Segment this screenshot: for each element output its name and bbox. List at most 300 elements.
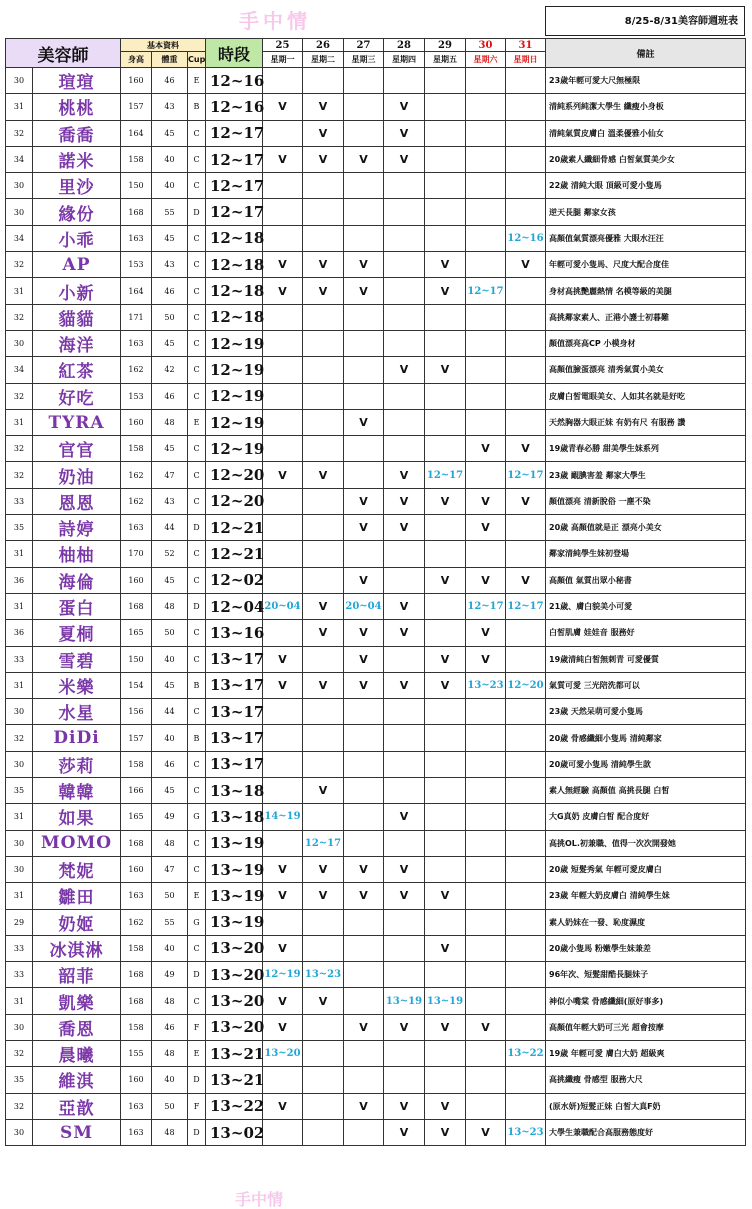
note-cell: 19歲清純白皙無刺青 可愛優質 (546, 646, 746, 672)
weight-cell: 43 (152, 488, 188, 514)
header-name: 美容師 (6, 39, 121, 68)
day-cell (263, 515, 303, 541)
name-cell: 海洋 (33, 330, 121, 356)
time-cell: 13~17 (206, 751, 263, 777)
day-cell (425, 225, 466, 251)
name-cell: SM (33, 1119, 121, 1145)
day-cell (384, 935, 425, 961)
day-cell (344, 962, 384, 988)
day-cell (425, 541, 466, 567)
header-weekday: 星期二 (303, 52, 344, 68)
day-cell: V (466, 567, 506, 593)
day-cell (384, 278, 425, 304)
cup-cell: B (188, 725, 206, 751)
time-cell: 12~19 (206, 383, 263, 409)
day-cell (506, 94, 546, 120)
header-basic: 基本資料 (121, 39, 206, 52)
weight-cell: 52 (152, 541, 188, 567)
age-cell: 32 (6, 1040, 33, 1066)
time-cell: 13~19 (206, 856, 263, 882)
day-cell (466, 909, 506, 935)
day-cell: 20~04 (263, 593, 303, 619)
day-cell: V (263, 462, 303, 488)
day-cell: V (344, 856, 384, 882)
day-cell (384, 409, 425, 435)
header-date: 30 (466, 39, 506, 52)
day-cell (506, 330, 546, 356)
day-cell: V (303, 146, 344, 172)
day-cell (506, 1014, 546, 1040)
age-cell: 32 (6, 1093, 33, 1119)
day-cell (344, 909, 384, 935)
age-cell: 35 (6, 778, 33, 804)
day-cell (506, 883, 546, 909)
day-cell: V (303, 778, 344, 804)
day-cell (263, 199, 303, 225)
note-cell: 神似小嘴棠 骨感纖細(原好事多) (546, 988, 746, 1014)
day-cell (425, 199, 466, 225)
weight-cell: 49 (152, 962, 188, 988)
time-cell: 12~20 (206, 488, 263, 514)
height-cell: 164 (121, 120, 152, 146)
note-cell: 96年次、短髮甜酷長腿妹子 (546, 962, 746, 988)
header-date: 31 (506, 39, 546, 52)
day-cell: 13~19 (425, 988, 466, 1014)
height-cell: 165 (121, 804, 152, 830)
cup-cell: C (188, 856, 206, 882)
table-row (6, 725, 746, 751)
note-cell: (原水妍)短髮正妹 白皙大真F奶 (546, 1093, 746, 1119)
day-cell (425, 515, 466, 541)
day-cell (506, 541, 546, 567)
table-row (6, 68, 746, 94)
cup-cell: C (188, 830, 206, 856)
table-row (6, 120, 746, 146)
height-cell: 170 (121, 541, 152, 567)
name-cell: 凱樂 (33, 988, 121, 1014)
weight-cell: 47 (152, 856, 188, 882)
height-cell: 162 (121, 462, 152, 488)
name-cell: 雪碧 (33, 646, 121, 672)
day-cell (303, 357, 344, 383)
age-cell: 31 (6, 883, 33, 909)
day-cell (263, 830, 303, 856)
day-cell (344, 725, 384, 751)
weight-cell: 48 (152, 409, 188, 435)
weight-cell: 45 (152, 330, 188, 356)
table-row (6, 1067, 746, 1093)
cup-cell: C (188, 488, 206, 514)
day-cell (303, 68, 344, 94)
day-cell (263, 120, 303, 146)
day-cell (344, 804, 384, 830)
cup-cell: E (188, 1040, 206, 1066)
note-cell: 21歲、膚白貌美小可愛 (546, 593, 746, 619)
table-row (6, 252, 746, 278)
note-cell: 年輕可愛小隻馬、尺度大配合度佳 (546, 252, 746, 278)
table-row (6, 225, 746, 251)
time-cell: 13~18 (206, 804, 263, 830)
header-time: 時段 (206, 39, 263, 68)
height-cell: 158 (121, 1014, 152, 1040)
weight-cell: 40 (152, 1067, 188, 1093)
day-cell (425, 909, 466, 935)
weight-cell: 48 (152, 1119, 188, 1145)
weight-cell: 55 (152, 909, 188, 935)
day-cell (466, 225, 506, 251)
day-cell (344, 68, 384, 94)
day-cell: 12~17 (506, 593, 546, 619)
day-cell (384, 751, 425, 777)
name-cell: 桃桃 (33, 94, 121, 120)
day-cell: V (263, 252, 303, 278)
note-cell: 素人奶妹在一發、恥度濕度 (546, 909, 746, 935)
day-cell (466, 199, 506, 225)
day-cell (466, 725, 506, 751)
day-cell: V (384, 1093, 425, 1119)
day-cell: V (344, 1014, 384, 1040)
day-cell: 12~17 (466, 278, 506, 304)
name-cell: 亞歆 (33, 1093, 121, 1119)
height-cell: 153 (121, 383, 152, 409)
day-cell: V (384, 146, 425, 172)
day-cell (263, 225, 303, 251)
day-cell: V (425, 278, 466, 304)
cup-cell: C (188, 935, 206, 961)
height-cell: 163 (121, 1119, 152, 1145)
table-row (6, 935, 746, 961)
day-cell (344, 199, 384, 225)
name-cell: 夏桐 (33, 620, 121, 646)
day-cell (263, 699, 303, 725)
day-cell (384, 199, 425, 225)
day-cell (263, 304, 303, 330)
height-cell: 163 (121, 515, 152, 541)
note-cell: 20歲可愛小隻馬 清純學生款 (546, 751, 746, 777)
day-cell (506, 725, 546, 751)
table-row (6, 199, 746, 225)
note-cell: 23歲 靦腆害羞 鄰家大學生 (546, 462, 746, 488)
day-cell (384, 830, 425, 856)
note-cell: 高挑鄰家素人、正港小護士初暮難 (546, 304, 746, 330)
day-cell (506, 199, 546, 225)
day-cell: V (384, 1119, 425, 1145)
day-cell (466, 856, 506, 882)
age-cell: 30 (6, 68, 33, 94)
name-cell: 恩恩 (33, 488, 121, 514)
height-cell: 160 (121, 856, 152, 882)
name-cell: 晨曦 (33, 1040, 121, 1066)
day-cell: V (425, 883, 466, 909)
day-cell: V (263, 146, 303, 172)
header-weekday: 星期三 (344, 52, 384, 68)
time-cell: 13~22 (206, 1093, 263, 1119)
day-cell (506, 909, 546, 935)
note-cell: 高顏值 氣質出眾小秘書 (546, 567, 746, 593)
day-cell (344, 357, 384, 383)
day-cell: V (263, 1093, 303, 1119)
table-row (6, 383, 746, 409)
day-cell (263, 68, 303, 94)
height-cell: 160 (121, 409, 152, 435)
weight-cell: 48 (152, 593, 188, 619)
weight-cell: 50 (152, 304, 188, 330)
age-cell: 29 (6, 909, 33, 935)
time-cell: 12~20 (206, 462, 263, 488)
note-cell: 皮膚白皙電眼美女、人如其名就是好吃 (546, 383, 746, 409)
schedule-rows (6, 68, 746, 1146)
time-cell: 13~18 (206, 778, 263, 804)
time-cell: 13~17 (206, 725, 263, 751)
note-cell: 高挑纖瘦 骨感型 服務大尺 (546, 1067, 746, 1093)
day-cell (384, 304, 425, 330)
day-cell (384, 68, 425, 94)
weight-cell: 50 (152, 883, 188, 909)
day-cell: V (303, 94, 344, 120)
weight-cell: 50 (152, 620, 188, 646)
day-cell: V (303, 462, 344, 488)
day-cell (425, 1067, 466, 1093)
height-cell: 163 (121, 1093, 152, 1119)
note-cell: 鄰家清純學生妹初登場 (546, 541, 746, 567)
day-cell: V (344, 146, 384, 172)
day-cell: 13~23 (466, 672, 506, 698)
day-cell (384, 778, 425, 804)
name-cell: 緣份 (33, 199, 121, 225)
day-cell (303, 567, 344, 593)
name-cell: 小新 (33, 278, 121, 304)
day-cell: V (303, 120, 344, 146)
day-cell (303, 909, 344, 935)
cup-cell: C (188, 304, 206, 330)
table-row (6, 988, 746, 1014)
height-cell: 156 (121, 699, 152, 725)
note-cell: 顏值漂亮 清新脫俗 一塵不染 (546, 488, 746, 514)
header-weekday: 星期四 (384, 52, 425, 68)
name-cell: 貓貓 (33, 304, 121, 330)
age-cell: 34 (6, 146, 33, 172)
height-cell: 168 (121, 962, 152, 988)
height-cell: 165 (121, 620, 152, 646)
day-cell (466, 935, 506, 961)
day-cell (344, 1040, 384, 1066)
day-cell: V (506, 567, 546, 593)
time-cell: 12~17 (206, 199, 263, 225)
height-cell: 162 (121, 909, 152, 935)
day-cell (506, 304, 546, 330)
name-cell: MOMO (33, 830, 121, 856)
day-cell (303, 330, 344, 356)
weight-cell: 46 (152, 68, 188, 94)
day-cell (263, 436, 303, 462)
weight-cell: 49 (152, 804, 188, 830)
day-cell (425, 830, 466, 856)
day-cell (263, 383, 303, 409)
header-weekday: 星期六 (466, 52, 506, 68)
day-cell: V (384, 620, 425, 646)
height-cell: 155 (121, 1040, 152, 1066)
day-cell (506, 409, 546, 435)
day-cell: V (263, 94, 303, 120)
weight-cell: 45 (152, 672, 188, 698)
cup-cell: C (188, 278, 206, 304)
weight-cell: 46 (152, 1014, 188, 1040)
day-cell: V (263, 646, 303, 672)
day-cell: V (344, 252, 384, 278)
day-cell: V (303, 988, 344, 1014)
header-date: 27 (344, 39, 384, 52)
day-cell (344, 699, 384, 725)
age-cell: 36 (6, 567, 33, 593)
time-cell: 12~16 (206, 94, 263, 120)
age-cell: 36 (6, 620, 33, 646)
day-cell: V (425, 488, 466, 514)
table-row (6, 804, 746, 830)
day-cell (466, 94, 506, 120)
day-cell (263, 330, 303, 356)
note-cell: 清純氣質皮膚白 溫柔優雅小仙女 (546, 120, 746, 146)
cup-cell: D (188, 199, 206, 225)
table-row (6, 962, 746, 988)
day-cell: V (466, 515, 506, 541)
day-cell: V (303, 883, 344, 909)
day-cell: V (344, 1093, 384, 1119)
day-cell: V (263, 1014, 303, 1040)
note-cell: 顏值漂亮高CP 小模身材 (546, 330, 746, 356)
time-cell: 12~16 (206, 68, 263, 94)
note-cell: 19歲青春必勝 甜美學生妹系列 (546, 436, 746, 462)
weight-cell: 43 (152, 252, 188, 278)
table-row (6, 620, 746, 646)
age-cell: 32 (6, 436, 33, 462)
day-cell (384, 436, 425, 462)
age-cell: 34 (6, 225, 33, 251)
name-cell: 喬喬 (33, 120, 121, 146)
weight-cell: 48 (152, 830, 188, 856)
day-cell (384, 1067, 425, 1093)
day-cell (506, 120, 546, 146)
height-cell: 158 (121, 935, 152, 961)
day-cell (263, 567, 303, 593)
note-cell: 23歲 天然呆萌可愛小隻馬 (546, 699, 746, 725)
day-cell (344, 751, 384, 777)
height-cell: 150 (121, 173, 152, 199)
day-cell: V (425, 935, 466, 961)
table-row (6, 1040, 746, 1066)
weight-cell: 46 (152, 751, 188, 777)
time-cell: 13~20 (206, 1014, 263, 1040)
age-cell: 30 (6, 199, 33, 225)
age-cell: 32 (6, 120, 33, 146)
time-cell: 13~20 (206, 935, 263, 961)
day-cell (303, 1040, 344, 1066)
day-cell (466, 1093, 506, 1119)
note-cell: 19歲 年輕可愛 膚白大奶 超級爽 (546, 1040, 746, 1066)
day-cell (466, 146, 506, 172)
day-cell (303, 804, 344, 830)
name-cell: 奶油 (33, 462, 121, 488)
table-row (6, 330, 746, 356)
height-cell: 154 (121, 672, 152, 698)
cup-cell: D (188, 962, 206, 988)
name-cell: AP (33, 252, 121, 278)
note-cell: 20歲 高顏值就是正 漂亮小美女 (546, 515, 746, 541)
day-cell (303, 515, 344, 541)
day-cell: 12~19 (263, 962, 303, 988)
day-cell (425, 778, 466, 804)
day-cell (506, 278, 546, 304)
name-cell: DiDi (33, 725, 121, 751)
weight-cell: 43 (152, 94, 188, 120)
day-cell (466, 357, 506, 383)
day-cell (384, 699, 425, 725)
day-cell (263, 541, 303, 567)
header-cup: Cup (188, 52, 206, 68)
day-cell (506, 515, 546, 541)
day-cell: V (425, 252, 466, 278)
cup-cell: C (188, 646, 206, 672)
time-cell: 12~04 (206, 593, 263, 619)
name-cell: 冰淇淋 (33, 935, 121, 961)
day-cell (506, 804, 546, 830)
weight-cell: 40 (152, 146, 188, 172)
note-cell: 逆天長腿 鄰家女孩 (546, 199, 746, 225)
age-cell: 30 (6, 1014, 33, 1040)
time-cell: 13~16 (206, 620, 263, 646)
day-cell (303, 383, 344, 409)
cup-cell: C (188, 330, 206, 356)
note-cell: 20歲小隻馬 粉嫩學生妹兼差 (546, 935, 746, 961)
day-cell (263, 409, 303, 435)
time-cell: 12~02 (206, 567, 263, 593)
day-cell: V (344, 672, 384, 698)
header-weekday: 星期一 (263, 52, 303, 68)
name-cell: 官官 (33, 436, 121, 462)
table-row (6, 515, 746, 541)
day-cell: 13~19 (384, 988, 425, 1014)
time-cell: 12~17 (206, 173, 263, 199)
table-row (6, 462, 746, 488)
day-cell (425, 409, 466, 435)
day-cell: V (263, 672, 303, 698)
day-cell: 12~17 (506, 462, 546, 488)
cup-cell: C (188, 436, 206, 462)
day-cell (384, 383, 425, 409)
cup-cell: F (188, 1014, 206, 1040)
day-cell (263, 725, 303, 751)
day-cell (466, 988, 506, 1014)
day-cell (263, 173, 303, 199)
day-cell: V (344, 278, 384, 304)
day-cell (384, 330, 425, 356)
day-cell (344, 173, 384, 199)
day-cell: V (384, 883, 425, 909)
day-cell (263, 1119, 303, 1145)
name-cell: 海倫 (33, 567, 121, 593)
day-cell (466, 541, 506, 567)
day-cell (506, 357, 546, 383)
day-cell (344, 436, 384, 462)
height-cell: 150 (121, 646, 152, 672)
day-cell (466, 778, 506, 804)
day-cell (344, 330, 384, 356)
name-cell: 韶菲 (33, 962, 121, 988)
weight-cell: 45 (152, 778, 188, 804)
age-cell: 33 (6, 488, 33, 514)
day-cell: 13~23 (506, 1119, 546, 1145)
height-cell: 163 (121, 330, 152, 356)
time-cell: 12~19 (206, 409, 263, 435)
